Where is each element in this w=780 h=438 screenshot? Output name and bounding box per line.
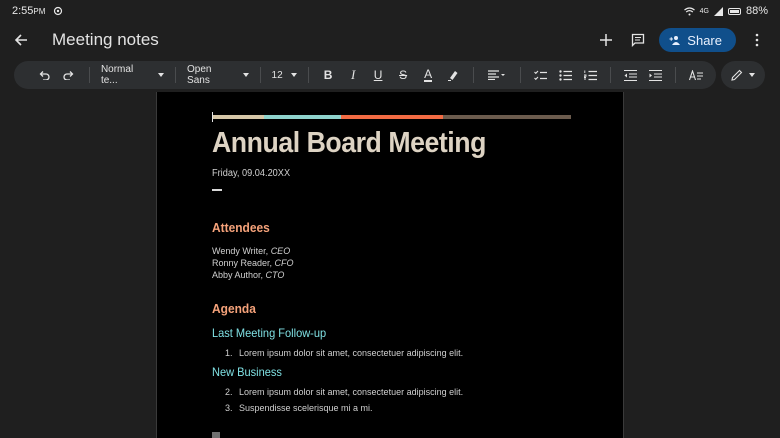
toolbar-divider (675, 67, 676, 83)
more-vert-icon (755, 33, 759, 47)
strikethrough-button[interactable]: S (399, 68, 408, 82)
clipped-text-fragment (212, 432, 220, 438)
attendee-role: CFO (274, 258, 294, 268)
accent-segment-2 (264, 115, 341, 119)
checklist-button[interactable] (528, 64, 553, 86)
attendee-role: CTO (265, 270, 285, 280)
accent-color-bar (212, 115, 571, 119)
battery-icon (728, 8, 741, 15)
clear-formatting-icon (689, 70, 703, 81)
undo-button[interactable] (32, 64, 57, 86)
bulleted-list-button[interactable] (553, 64, 578, 86)
toolbar-divider (260, 67, 261, 83)
toolbar-divider (520, 67, 521, 83)
highlighter-icon (447, 69, 459, 81)
toolbar-divider (610, 67, 611, 83)
status-bar (0, 0, 780, 22)
font-value: Open Sans (187, 64, 212, 86)
attendee-role: CEO (270, 246, 291, 256)
dropdown-arrow-icon (158, 73, 164, 77)
attendee-name: Ronny Reader, (212, 258, 275, 268)
font-size-dropdown[interactable] (268, 64, 301, 86)
back-button[interactable] (12, 31, 30, 49)
text-cursor (212, 112, 213, 122)
dropdown-arrow-icon (243, 73, 249, 77)
signal-icon (714, 7, 723, 16)
italic-button[interactable]: I (350, 67, 356, 82)
accent-segment-1 (212, 115, 264, 119)
numbered-list-icon (584, 70, 597, 81)
attendee-name: Wendy Writer, (212, 246, 271, 256)
attendee-line (212, 270, 284, 280)
list-item (225, 387, 463, 397)
agenda-heading: Agenda (212, 301, 256, 316)
attendee-line (212, 246, 290, 256)
list-text: Lorem ipsum dolor sit amet, consectetuer adipiscing elit. (239, 387, 464, 397)
list-text: Suspendisse scelerisque mi a mi. (239, 403, 373, 413)
document-heading: Annual Board Meeting (212, 127, 486, 159)
attendee-name: Abby Author, (212, 270, 266, 280)
clear-formatting-button[interactable] (683, 64, 708, 86)
dropdown-arrow-icon (749, 73, 755, 77)
numbered-list-button[interactable] (578, 64, 603, 86)
font-dropdown[interactable] (183, 64, 253, 86)
more-options-button[interactable] (746, 29, 768, 51)
undo-icon (38, 70, 50, 80)
increase-indent-button[interactable] (643, 64, 668, 86)
app-bar (0, 22, 780, 58)
redo-icon (63, 70, 75, 80)
document-title[interactable]: Meeting notes (52, 30, 159, 49)
checklist-icon (534, 70, 547, 81)
share-label: Share (687, 32, 722, 48)
toolbar-divider (89, 67, 90, 83)
increase-indent-icon (649, 70, 662, 81)
followup-heading: Last Meeting Follow-up (212, 326, 327, 340)
wifi-icon (684, 7, 695, 16)
list-item (225, 348, 463, 358)
document-page[interactable] (156, 92, 624, 438)
arrow-back-icon (14, 33, 28, 47)
status-ampm: PM (33, 7, 46, 16)
attendees-heading: Attendees (212, 220, 270, 235)
accent-segment-3 (341, 115, 443, 119)
insert-button[interactable] (595, 29, 617, 51)
text-color-button[interactable] (416, 64, 441, 86)
decrease-indent-button[interactable] (618, 64, 643, 86)
bold-button[interactable]: B (323, 68, 333, 82)
battery-level: 88% (745, 5, 768, 17)
sync-icon (53, 6, 63, 16)
pencil-icon (731, 69, 743, 81)
meeting-date: Friday, 09.04.20XX (212, 168, 291, 179)
align-left-icon (488, 70, 506, 80)
edit-mode-button[interactable] (721, 61, 765, 89)
date-divider (212, 189, 222, 191)
paragraph-style-dropdown[interactable] (97, 64, 168, 86)
new-business-heading: New Business (212, 365, 282, 379)
list-number: 1. (225, 348, 233, 358)
formatting-toolbar (14, 61, 716, 89)
share-button[interactable] (659, 28, 736, 52)
toolbar-divider (175, 67, 176, 83)
text-color-icon: A (424, 67, 433, 81)
list-item (225, 403, 373, 413)
add-person-icon (669, 35, 681, 45)
accent-segment-4 (443, 115, 571, 119)
status-time-value: 2:55 (12, 5, 34, 17)
comments-button[interactable] (627, 29, 649, 51)
underline-button[interactable]: U (373, 68, 383, 82)
highlight-button[interactable] (441, 64, 466, 86)
bulleted-list-icon (559, 70, 572, 81)
font-size-value: 12 (271, 69, 283, 81)
align-dropdown[interactable] (481, 64, 514, 86)
list-text: Lorem ipsum dolor sit amet, consectetuer adipiscing elit. (239, 348, 464, 358)
comment-icon (631, 33, 645, 47)
toolbar-divider (308, 67, 309, 83)
network-type: 4G (699, 7, 709, 15)
toolbar-divider (473, 67, 474, 83)
attendee-line (212, 258, 294, 268)
list-number: 2. (225, 387, 233, 397)
paragraph-style-value: Normal te... (100, 64, 134, 86)
decrease-indent-icon (624, 70, 637, 81)
redo-button[interactable] (57, 64, 82, 86)
status-time (12, 5, 45, 17)
list-number: 3. (225, 403, 233, 413)
plus-icon (599, 33, 613, 47)
dropdown-arrow-icon (291, 73, 297, 77)
